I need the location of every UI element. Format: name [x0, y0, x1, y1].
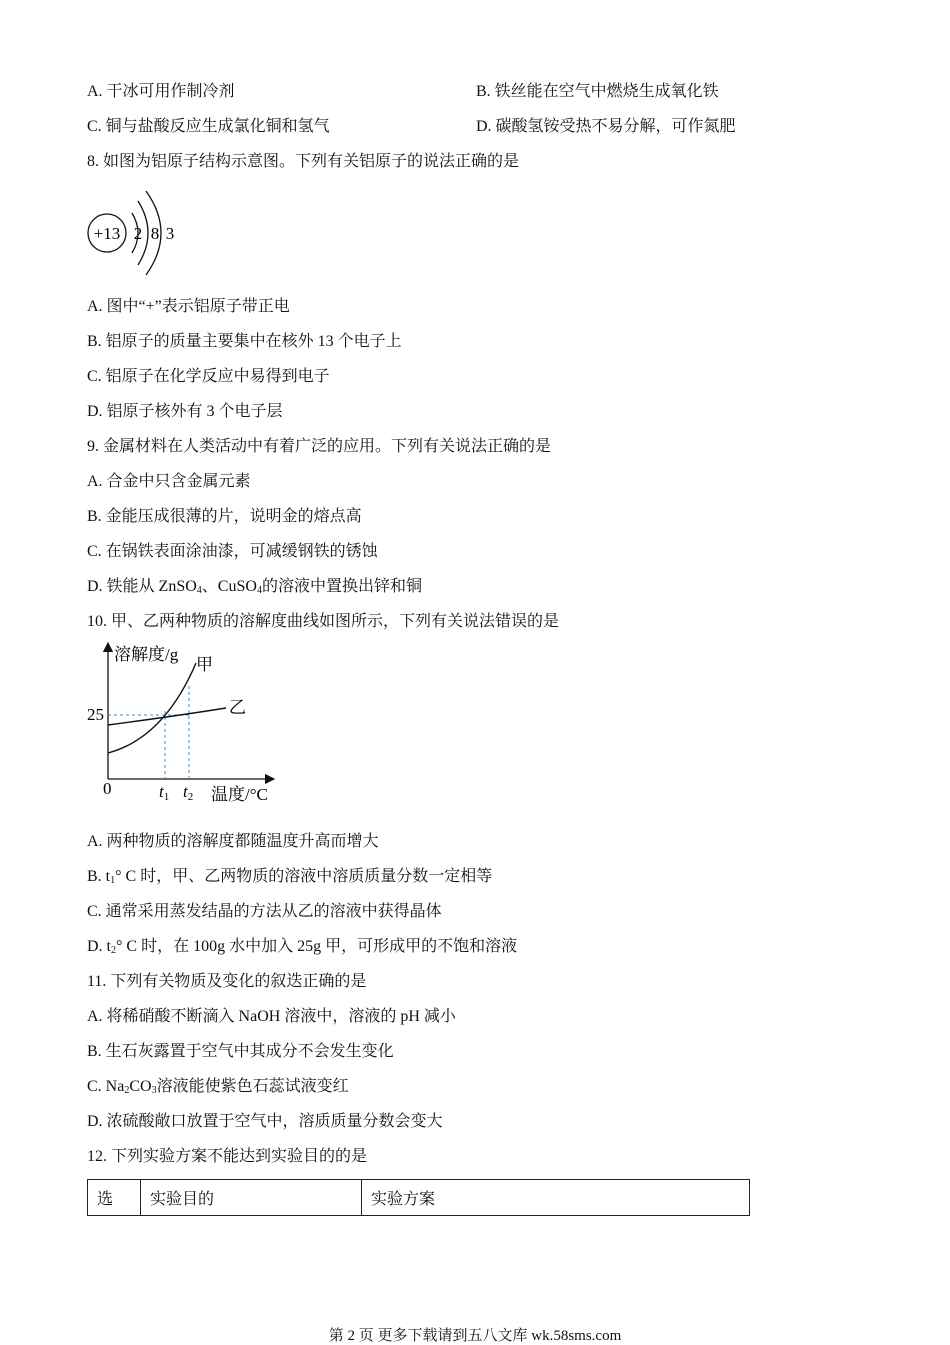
q8-option-d: D. 铝原子核外有 3 个电子层 [87, 403, 283, 420]
page-footer: 第 2 页 更多下载请到五八文库 wk.58sms.com [328, 1328, 622, 1344]
q9-option-a: A. 合金中只含金属元素 [87, 473, 251, 490]
aluminum-atom-diagram [86, 183, 186, 283]
y-axis-label: 溶解度/g [114, 645, 179, 664]
q10-option-d: D. $t_2^\circ$ C 时，在 100g 水中加入 25g 甲，可形成甲的不饱和溶液 [87, 938, 518, 956]
table-header-row [88, 1180, 750, 1216]
origin-label: 0 [103, 779, 112, 798]
x-tick-t2: t2 [183, 782, 194, 803]
shell-count-3: 3 [165, 224, 175, 243]
table-header-cell: 选 [88, 1180, 141, 1216]
q11-option-b: B. 生石灰露置于空气中其成分不会发生变化 [87, 1043, 394, 1060]
q11-option-c: C. $Na_2CO_3$溶液能使紫色石蕊试液变红 [87, 1078, 349, 1096]
q7-option-c: C. 铜与盐酸反应生成氯化铜和氢气 [87, 118, 330, 135]
curve-jia-label: 甲 [196, 655, 213, 674]
q11-option-d: D. 浓硫酸敞口放置于空气中，溶质质量分数会变大 [87, 1113, 443, 1130]
shell-count-1: 2 [133, 224, 143, 243]
q8-option-b: B. 铝原子的质量主要集中在核外 13 个电子上 [87, 333, 402, 350]
q10-option-a: A. 两种物质的溶解度都随温度升高而增大 [87, 833, 379, 850]
q10-option-b: B. $t_1^\circ$ C 时，甲、乙两物质的溶液中溶质质量分数一定相等 [87, 868, 493, 886]
q9-option-b: B. 金能压成很薄的片，说明金的熔点高 [87, 508, 362, 525]
q7-option-d: D. 碳酸氢铵受热不易分解，可作氮肥 [476, 118, 736, 135]
q7-option-a: A. 干冰可用作制冷剂 [87, 83, 235, 100]
nucleus-label: +13 [93, 224, 121, 243]
q12-table [87, 1179, 750, 1216]
q8-option-c: C. 铝原子在化学反应中易得到电子 [87, 368, 330, 385]
q9-option-d: D. 铁能从 ZnSO$_4$、CuSO$_4$的溶液中置换出锌和铜 [87, 578, 422, 596]
y-tick-25: 25 [87, 705, 104, 724]
x-tick-t1: t1 [159, 782, 170, 803]
q10-stem: 10. 甲、乙两种物质的溶解度曲线如图所示，下列有关说法错误的是 [87, 613, 560, 630]
q11-option-a: A. 将稀硝酸不断滴入 NaOH 溶液中，溶液的 pH 减小 [87, 1008, 456, 1025]
x-axis-label: 温度/°C [211, 785, 268, 804]
q9-option-c: C. 在锅铁表面涂油漆，可减缓钢铁的锈蚀 [87, 543, 378, 560]
q11-stem: 11. 下列有关物质及变化的叙迭正确的是 [87, 973, 367, 990]
q8-option-a: A. 图中“+”表示铝原子带正电 [87, 298, 290, 315]
q8-stem: 8. 如图为铝原子结构示意图。下列有关铝原子的说法正确的是 [87, 153, 520, 170]
table-header-cell: 实验方案 [362, 1180, 750, 1216]
curve-yi [108, 708, 226, 725]
q9-stem: 9. 金属材料在人类活动中有着广泛的应用。下列有关说法正确的是 [87, 438, 552, 455]
q12-stem: 12. 下列实验方案不能达到实验目的的是 [87, 1148, 368, 1165]
q7-option-b: B. 铁丝能在空气中燃烧生成氧化铁 [476, 83, 719, 100]
table-header-cell: 实验目的 [141, 1180, 362, 1216]
q10-option-c: C. 通常采用蒸发结晶的方法从乙的溶液中获得晶体 [87, 903, 442, 920]
curve-yi-label: 乙 [229, 698, 246, 717]
shell-count-2: 8 [150, 224, 160, 243]
solubility-curve-graph [86, 641, 286, 809]
curve-jia [108, 663, 196, 753]
